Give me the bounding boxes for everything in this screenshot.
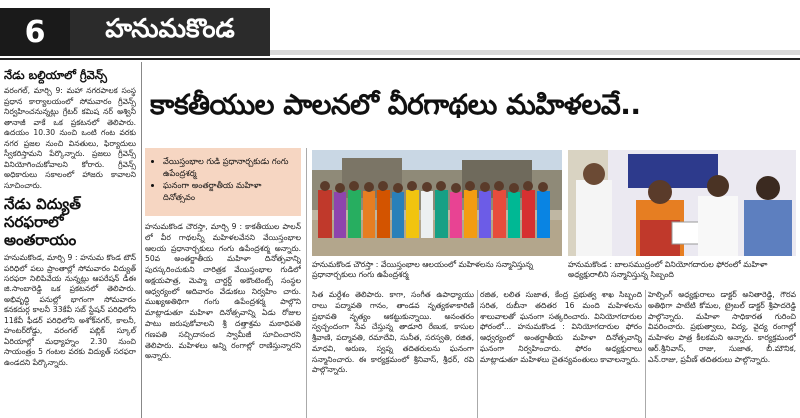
- article-column-2: సిత మర్దేశం తెలిపారు. కాగా, సంగీత ఉపాధ్యాయు రాలు పద్మావతి గానం, తాండవ నృత్యకళాకారిణి ప్రభావతి నృత్యం ఆకట్టుకున్నాయి. అనంతరం స్వచ్ఛందంగా సేవ చేస్తున్న తాడూరి రేణుక, కాసుల శ్రీవాణి, పద్మావతి, రమాదేవి, సునీత, సరస్వతి, రజిత, మాధవి, అరుణ, స్వప్న తదితరులను ఘనంగా సన్మానించారు. ఈ కార్యక్రమంలో శ్రీనివాస్‌, శ్రీధర్‌, రవి పాల్గొన్నారు.: [312, 290, 474, 375]
- story-heading-line1: నేడు విద్యుత్‌ సరఫరాలో: [4, 195, 81, 232]
- section-name: హనుమకొండ: [70, 8, 270, 56]
- masthead: [0, 0, 800, 56]
- story-heading-line2: అంతరాయం: [4, 231, 77, 250]
- photo-temple-group: [312, 150, 562, 256]
- photo-caption: హనుమకొండ చౌరస్తా : వేయిస్తంభాల ఆలయంలో మహిళలను సన్మానిస్తున్న ప్రధానార్చకులు గంగు ఉపేంద్రశర్మ: [312, 260, 534, 280]
- highlight-item: • ఘనంగా అంతర్జాతీయ మహిళా దినోత్సవం: [163, 180, 295, 204]
- column-divider: [306, 148, 307, 418]
- story-heading: [4, 195, 136, 249]
- photo-temple-group-image: [312, 150, 562, 256]
- header-rule: [270, 50, 800, 55]
- highlight-item: • వేయిస్తంభాల గుడి ప్రధానార్చకుడు గంగు ఉపేంద్రశర్మ: [163, 156, 295, 180]
- photo-felicitation-image: [568, 150, 796, 256]
- highlights-box: [145, 148, 301, 216]
- top-divider: [0, 58, 800, 60]
- story-body: హనుమకొండ, మార్చి 9 : హనుమ కొండ టౌన్‌ పరిధిలో పలు ప్రాంతాల్లో సోమవారం విద్యుత్‌ సరఫరా నిలిపివేయ నున్నట్లు ఆపరేషన్‌ డీఈ జి.సాంబారెడ్డి ఒక ప్రకటనలో తెలిపారు. అభివృద్ధి పనుల్లో భాగంగా సోమవారం కనకదుర్గ కాలనీ 33కేవీ సబ్‌ స్టేషన్‌ పరిధిలోని 11కేవీ ఫీడర్‌ పరిధిలోని అశోక్‌నగర్‌, కాలనీ, హంటర్‌రోడ్డు, వరంగల్‌ పబ్లిక్‌ స్కూల్‌ ఏరియాల్లో మధ్యాహ్నం 2.30 నుంచి సాయంత్రం 5 గంటల వరకు విద్యుత్‌ సరఫరా ఉండదని పేర్కొన్నారు.: [4, 253, 136, 367]
- story-heading: నేడు బల్దియాలో గ్రీవెన్స్: [4, 68, 107, 82]
- column-divider: [645, 290, 646, 418]
- page-number: 6: [0, 8, 70, 56]
- article-column-3: రజిత, లలిత సుజాత, కేంద్ర ప్రభుత్వ శాఖ సిబ్బంది సరిత, రుబీనా తదితర 16 మంది మహిళలను శాలువాలతో ఘనంగా సత్కరించారు. వినియోగదారుల ఫోరంలో... హనుమకొండ : వినియోగదారుల ఫోరం ఆధ్వర్యంలో అంతర్జాతీయ మహిళా దినోత్సవాన్ని ఘనంగా నిర్వహించారు. ఫోరం అధ్యక్షురాలు మాట్లాడుతూ మహిళలు చైతన్యవంతులు కావాలన్నారు.: [480, 290, 642, 364]
- article-column-1: హనుమకొండ చౌరస్తా, మార్చి 9 : కాకతీయుల పాలన్‌ లో వీర గాథలన్నీ మహిళలవేనని వేయిస్తంభాల ఆలయ ప్రధానార్చకులు గంగు ఉపేంద్రశర్మ అన్నారు. 50వ అంతర్జాతీయ మహిళా దినోత్సవాన్ని పురస్కరించుకుని చారిత్రక వేయిస్తంభాల గుడిలో అక్షయపాత్ర, మెప్మా చార్టర్డ్‌ అకౌంటెంట్స్‌ సంస్థల ఆధ్వర్యంలో ఆదివారం వేడుకలు నిర్వహిం చారు. ముఖ్యఅతిథిగా గంగు ఉపేంద్రశర్మ పాల్గొని మాట్లాడుతూ మహిళా దినోత్సవాన్ని ఏడు రోజుల పాటు జరుపుకోవాలని శ్రీ దత్తాశ్రమ మఠాధిపతి గణపతి సచ్చిదానంద స్వామీజీ సూచించారని తెలిపారు. మహిళలు అన్ని రంగాల్లో రాణిస్తున్నారని అన్నారు.: [145, 222, 301, 361]
- photo-felicitation: [568, 150, 796, 256]
- article-column-4: హెల్పింగ్‌ అధ్యక్షురాలు డాక్టర్‌ అనితారెడ్డి, గౌరవ అతిథిగా పాటేటి కోమల, ట్రైబల్‌ డాక్టర్‌ శ్రీపాదరెడ్డి పాల్గొన్నారు. మహిళా సాధికారత గురించి వివరించారు. ప్రభుత్వాలు, విద్య, వైద్య రంగాల్లో మహిళల పాత్ర కీలకమని అన్నారు. కార్యక్రమంలో ఆర్‌.శ్రీనివాస్‌, రాజు, సుజాత, బీ.మౌనిక, ఎన్‌.రాజు, ప్రవీణ్‌ తదితరులు పాల్గొన్నారు.: [648, 290, 796, 364]
- photo-caption: హనుమకొండ : బాలసముద్రంలో వినియోగదారుల ఫోరంలో మహిళా అధ్యక్షురాలిని సన్మానిస్తున్న సిబ్బంది: [568, 260, 768, 280]
- column-divider: [477, 290, 478, 418]
- column-divider: [141, 62, 142, 418]
- headline: కాకతీయుల పాలనలో వీరగాథలు మహిళలవే..: [150, 88, 641, 121]
- story-body: వరంగల్‌, మార్చి 9: మహా నగరపాలక సంస్థ ప్రధాన కార్యాలయంలో సోమవారం గ్రీవెన్స్‌ నిర్వహించనున్నట్లు గ్రేటర్‌ కమిష నర్‌ అశ్వినీ తానాజీ వాకే ఒక ప్రకటనలో తెలిపారు. ఉదయం 10.30 నుంచి ఒంటి గంట వరకు నగర ప్రజల నుంచి వినతులు, ఫిర్యాదులు స్వీకరిస్తామని పేర్కొన్నారు. ప్రజలు గ్రీవెన్స్‌ వినియోగించుకోవాలని కోరారు. గ్రీవెన్స్‌ అధికారులు సకాలంలో హాజరు కావాలని సూచించారు.: [4, 86, 136, 190]
- left-column: [0, 62, 140, 418]
